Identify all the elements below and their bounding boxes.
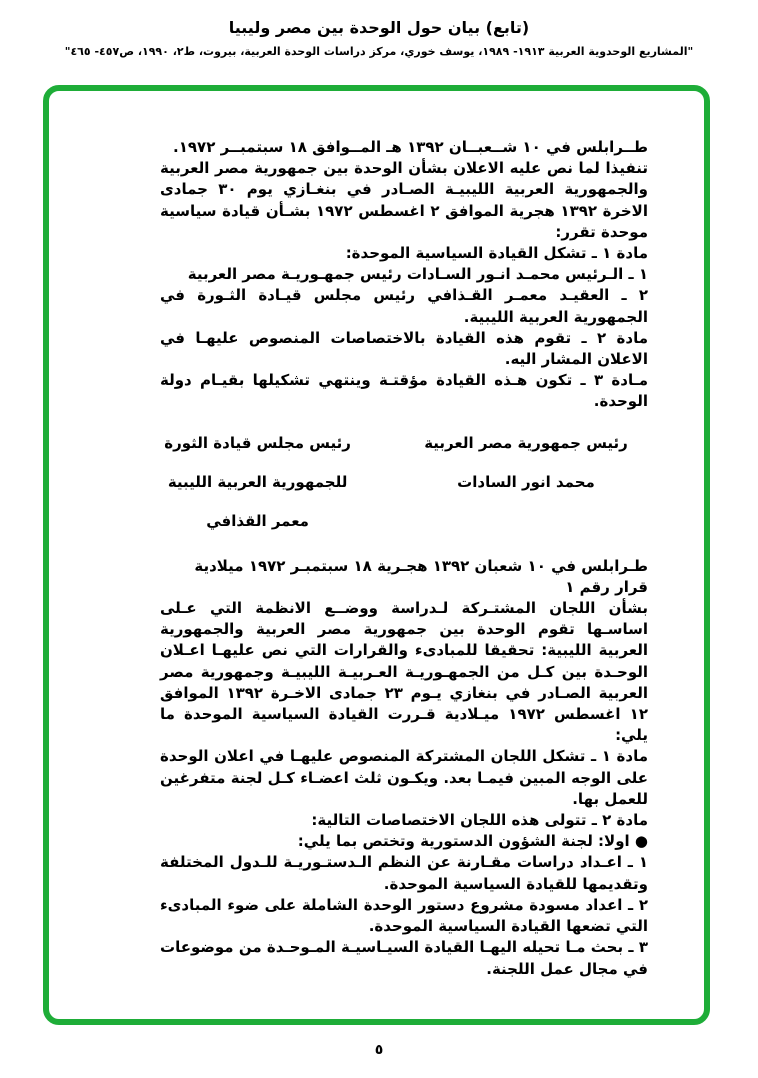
paragraph: ١ ـ اعـداد دراسات مقـارنة عن النظم الـدستـوريـة للـدول المختلفة وتقديمها للقيادة السياسية الموحدة.	[160, 853, 648, 893]
signature-line: للجمهورية العربية الليبية	[167, 472, 348, 491]
paragraph: مادة ٢ ـ تتولى هذه اللجان الاختصاصات التالية:	[311, 811, 648, 830]
paragraph: ● اولا: لجنة الشؤون الدستورية وتختص بما يلي:	[297, 832, 648, 851]
signature-line: معمر القذافي	[206, 511, 309, 530]
paragraph: ١ ـ الـرئيس محمـد انـور السـادات رئيس جمهـوريـة مصر العربية	[187, 265, 648, 284]
paragraph: مـادة ٣ ـ تكون هـذه القيادة مؤقتـة وينتهي تشكيلها بقيـام دولة الوحدة.	[160, 371, 648, 411]
signature-egypt-column	[404, 416, 648, 548]
paragraph: مادة ١ ـ تشكل اللجان المشتركة المنصوص عليهـا في اعلان الوحدة على الوجه المبين فيمـا بعد. ويكـون ثلث اعضـاء كـل لجنة متفرغين للعمل بها.	[160, 747, 648, 808]
paragraph: ٢ ـ العقيـد معمـر القـذافي رئيس مجلس قيـادة الثـورة في الجمهورية العربية الليبية.	[160, 286, 648, 326]
paragraphs-after-signature	[160, 556, 648, 980]
paragraph: قرار رقم ١	[565, 577, 648, 596]
signature-block	[160, 416, 648, 548]
paragraph: طــرابلس في ١٠ شــعبــان ١٣٩٢ هـ المــوافق ١٨ سبتمبــر ١٩٧٢.	[173, 138, 648, 156]
signature-line: رئيس مجلس قيادة الثورة	[164, 433, 351, 452]
paragraph: مادة ٢ ـ تقوم هذه القيادة بالاختصاصات المنصوص عليهـا في الاعلان المشار اليه.	[160, 328, 648, 369]
signature-libya-column	[160, 416, 355, 548]
paragraph: ٢ ـ اعداد مسودة مشروع دستور الوحدة الشاملة على ضوء المبادىء التي تضعها القيادة السياسية الموحدة.	[160, 895, 648, 936]
document-citation: "المشاريع الوحدوية العربية ١٩١٣- ١٩٨٩، يوسف خوري، مركز دراسات الوحدة العربية، بيروت، ط٢، ١٩٩٠، ص٤٥٧- ٤٦٥"	[64, 45, 694, 58]
paragraphs-before-signature	[160, 137, 648, 413]
page-title: (تابع) بيان حول الوحدة بين مصر وليبيا	[228, 18, 530, 37]
paragraph: ٣ ـ بحث مـا تحيله اليهـا القيادة السيـاسيـة المـوحـدة من موضوعات في مجال عمل اللجنة.	[160, 938, 648, 978]
signature-line: رئيس جمهورية مصر العربية	[424, 433, 628, 452]
document-green-frame	[43, 85, 710, 1025]
paragraph: تنفيذا لما نص عليه الاعلان بشأن الوحدة بين جمهورية مصر العربية والجمهورية العربية الليبيـة الصـادر في بنغـازي يوم ٣٠ جمادى الاخرة ١٣٩٢ هجرية الموافق ٢ اغسطس ١٩٧٢ بشـأن قيادة سياسية موحدة تقرر:	[160, 159, 648, 241]
paragraph: طـرابلس في ١٠ شعبان ١٣٩٢ هجـرية ١٨ سبتمبـر ١٩٧٢ ميلادية	[194, 556, 648, 575]
page-number: ٥	[374, 1042, 384, 1058]
paragraph: بشأن اللجان المشتـركة لـدراسة ووضــع الانظمة التي عـلى اساسـها تقوم الوحدة بين جمهورية مصر العربية والجمهورية العربية الليبية: تحقيقا للمبادىء والقرارات التي نص عليهـا اعـلان الوحـدة بين كـل من الجمهـوريـة العـربيـة الليبيـة وجمهورية مصر العربية الصـادر في بنغازي يـوم ٢٣ جمادى الاخـرة ١٣٩٢ الموافق ١٢ اغسطس ١٩٧٢ ميـلادية قـررت القيادة السياسية الموحدة ما يلي:	[160, 599, 649, 745]
paragraph: مادة ١ ـ تشكل القيادة السياسية الموحدة:	[345, 244, 648, 263]
document-header	[0, 18, 758, 58]
signature-line: محمد انور السادات	[457, 472, 595, 491]
document-body	[160, 137, 648, 980]
